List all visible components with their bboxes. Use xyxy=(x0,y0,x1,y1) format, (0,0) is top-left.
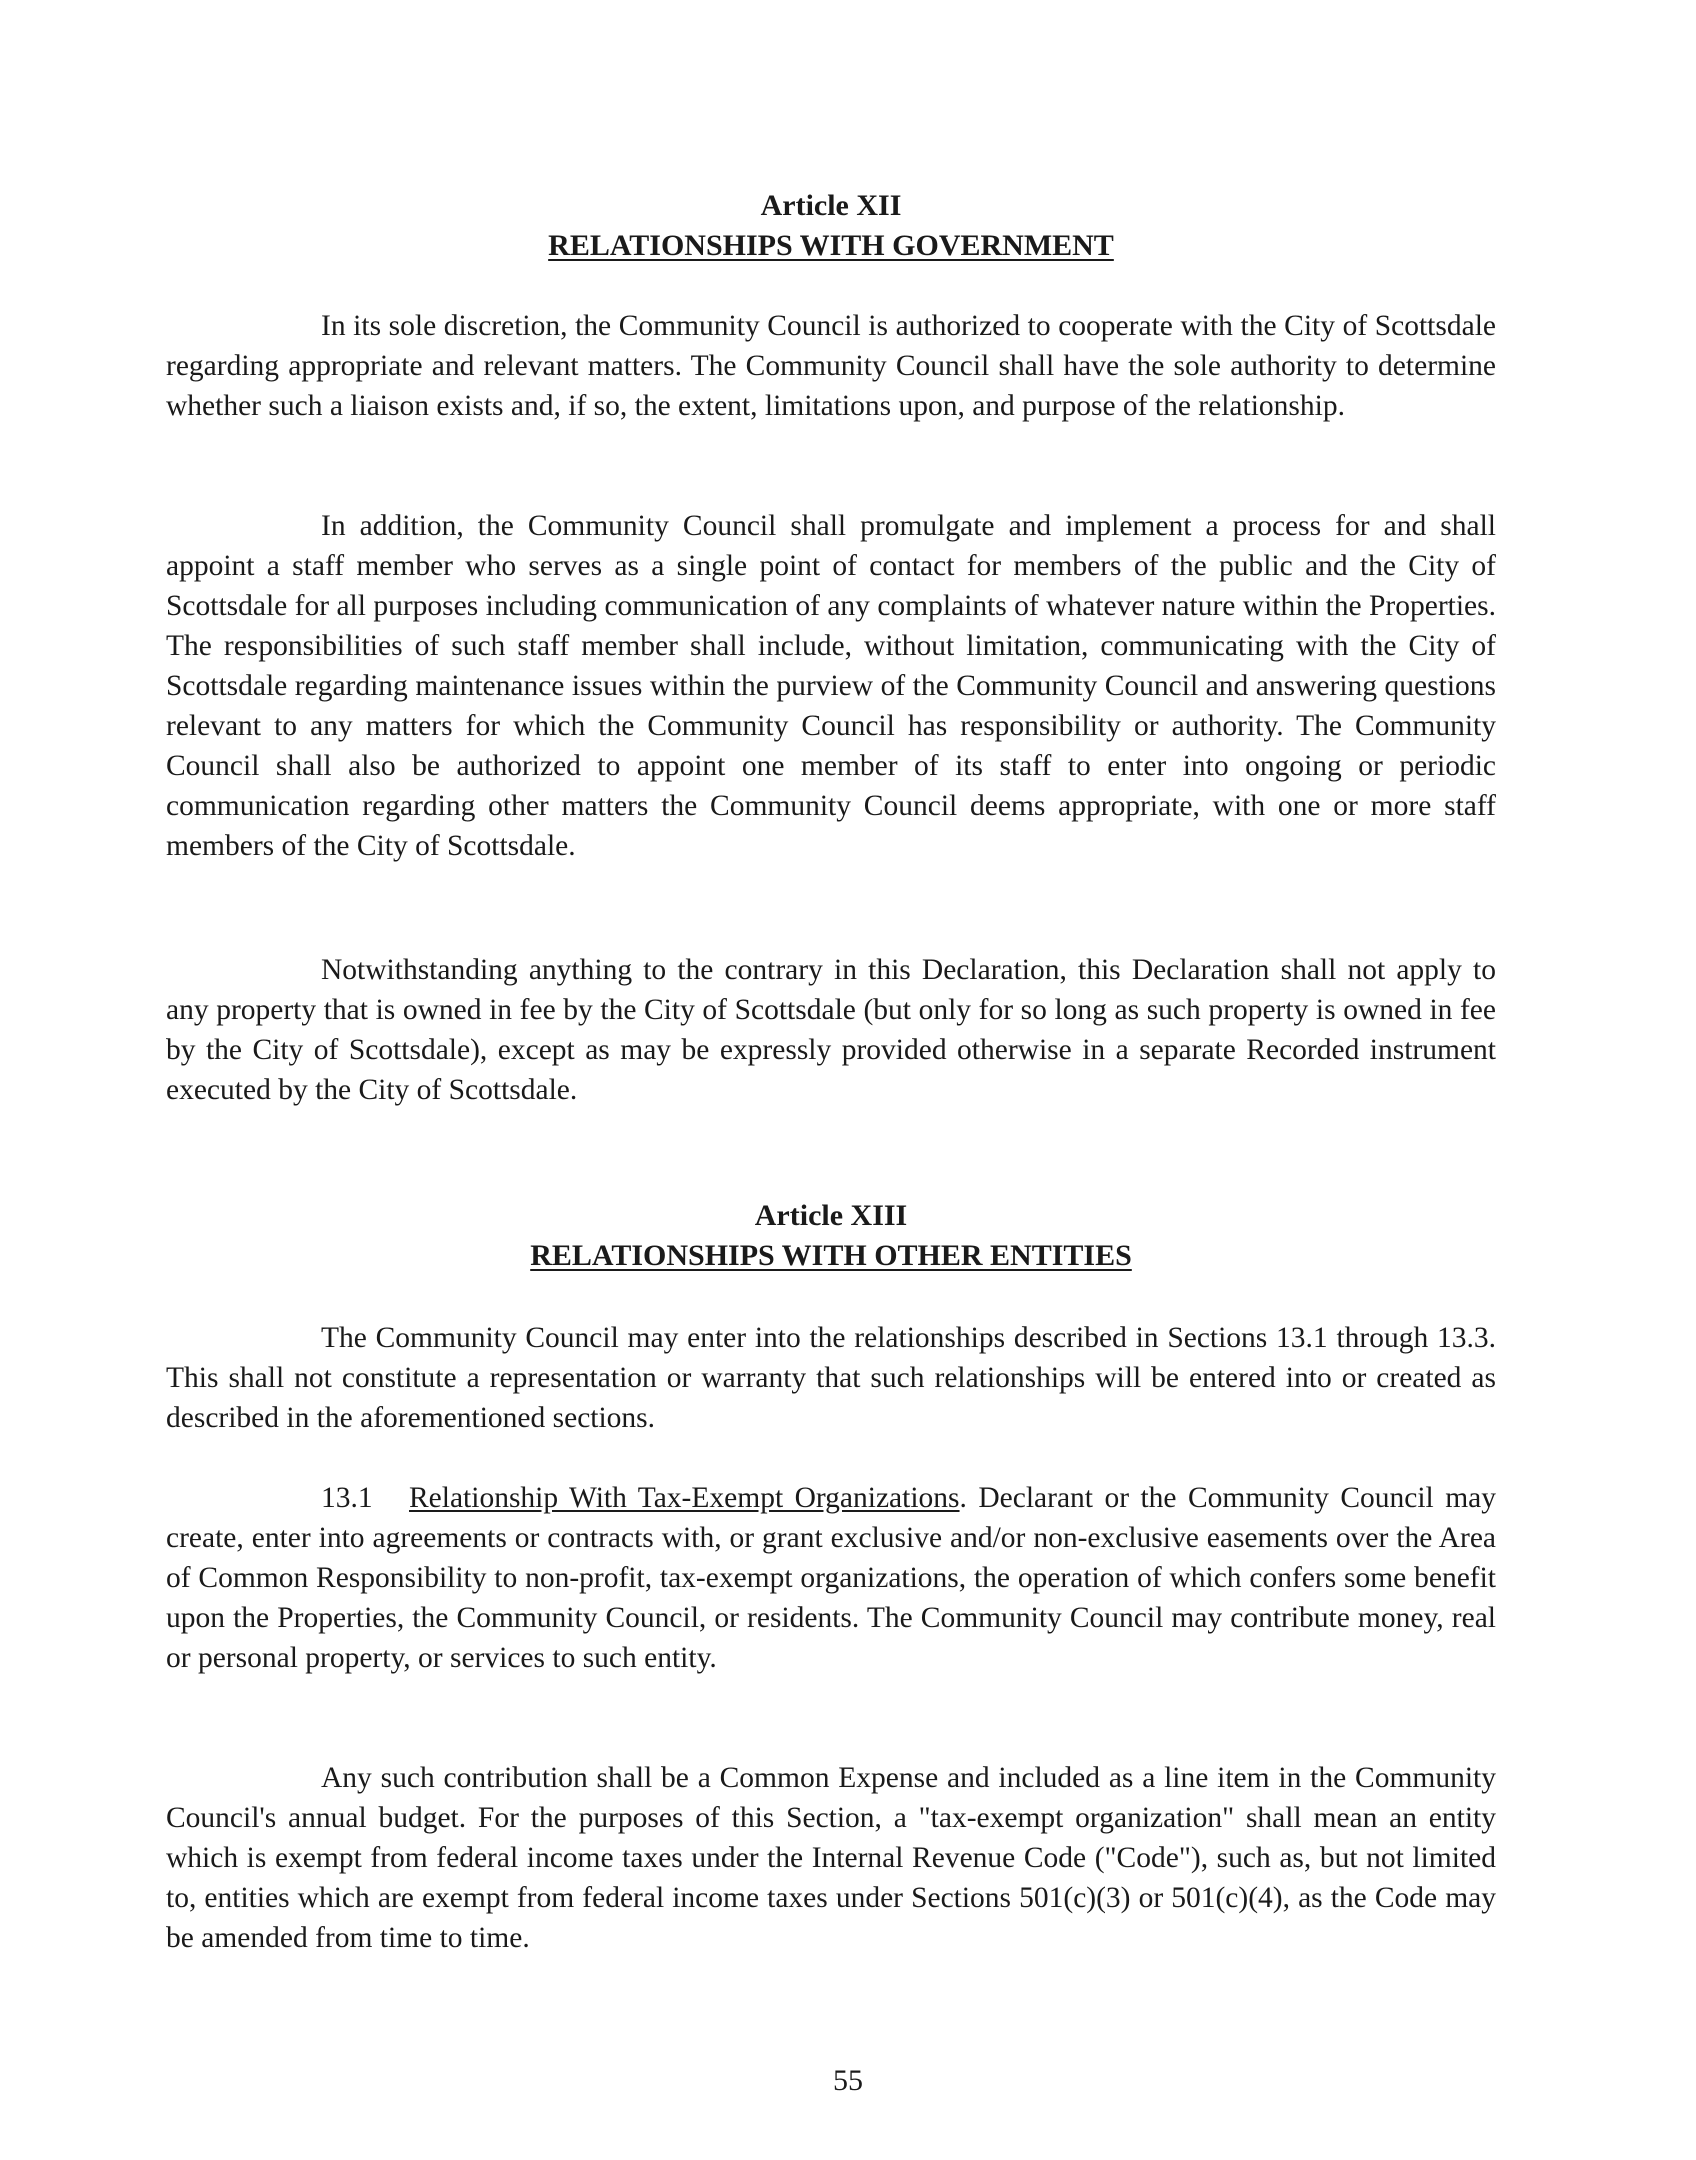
article-xiii-body xyxy=(166,1318,1496,1438)
section-text: . Declarant or the Community Council may create, enter into agreements or contracts with, or grant exclusive and/or non-exclusive easements over the Area of Common Responsibility to non-profit, tax-exempt organizations, the operation of which confers some benefit upon the Properties, the Community Council, or residents. The Community Council may contribute money, real or personal property, or services to such entity. xyxy=(166,1482,1496,1674)
article-number: Article XIII xyxy=(754,1199,908,1232)
article-title: RELATIONSHIPS WITH OTHER ENTITIES xyxy=(530,1239,1132,1272)
paragraph: Notwithstanding anything to the contrary in this Declaration, this Declaration shall not apply to any property that is owned in fee by the City of Scottsdale (but only for so long as such property is owned in fee by the City of Scottsdale), except as may be expressly provided otherwise in a separate Recorded instrument executed by the City of Scottsdale. xyxy=(166,954,1496,1106)
article-title: RELATIONSHIPS WITH GOVERNMENT xyxy=(548,229,1114,262)
article-xii-heading xyxy=(166,186,1496,266)
paragraph: Any such contribution shall be a Common Expense and included as a line item in the Community Council's annual budget. For the purposes of this Section, a "tax-exempt organization" shall mean an entity which is exempt from federal income taxes under the Internal Revenue Code ("Code"), such as, but not limited to, entities which are exempt from federal income taxes under Sections 501(c)(3) or 501(c)(4), as the Code may be amended from time to time. xyxy=(166,1762,1496,1954)
article-xiii-body xyxy=(166,1758,1496,1958)
article-xii-body xyxy=(166,950,1496,1110)
article-xii xyxy=(166,186,1496,266)
section-number: 13.1 xyxy=(321,1482,373,1514)
paragraph: In its sole discretion, the Community Council is authorized to cooperate with the City of Scottsdale regarding appropriate and relevant matters. The Community Council shall have the sole authority to determine whether such a liaison exists and, if so, the extent, limitations upon, and purpose of the relationship. xyxy=(166,310,1496,422)
section-13-1 xyxy=(166,1478,1496,1678)
paragraph: The Community Council may enter into the relationships described in Sections 13.1 through 13.3. This shall not constitute a representation or warranty that such relationships will be entered into or created as described in the aforementioned sections. xyxy=(166,1322,1496,1434)
paragraph: In addition, the Community Council shall promulgate and implement a process for and shall appoint a staff member who serves as a single point of contact for members of the public and the City of Scottsdale for all purposes including communication of any complaints of whatever nature within the Properties. The responsibilities of such staff member shall include, without limitation, communicating with the City of Scottsdale regarding maintenance issues within the purview of the Community Council and answering questions relevant to any matters for which the Community Council has responsibility or authority. The Community Council shall also be authorized to appoint one member of its staff to enter into ongoing or periodic communication regarding other matters the Community Council deems appropriate, with one or more staff members of the City of Scottsdale. xyxy=(166,510,1496,862)
section-paragraph xyxy=(166,1478,1496,1678)
article-xii-body xyxy=(166,306,1496,426)
article-xiii xyxy=(166,1196,1496,1276)
article-xiii-heading xyxy=(166,1196,1496,1276)
page-number: 55 xyxy=(833,2064,863,2097)
article-xii-body xyxy=(166,506,1496,866)
section-title: Relationship With Tax-Exempt Organizations xyxy=(409,1482,960,1514)
article-number: Article XII xyxy=(760,189,902,222)
